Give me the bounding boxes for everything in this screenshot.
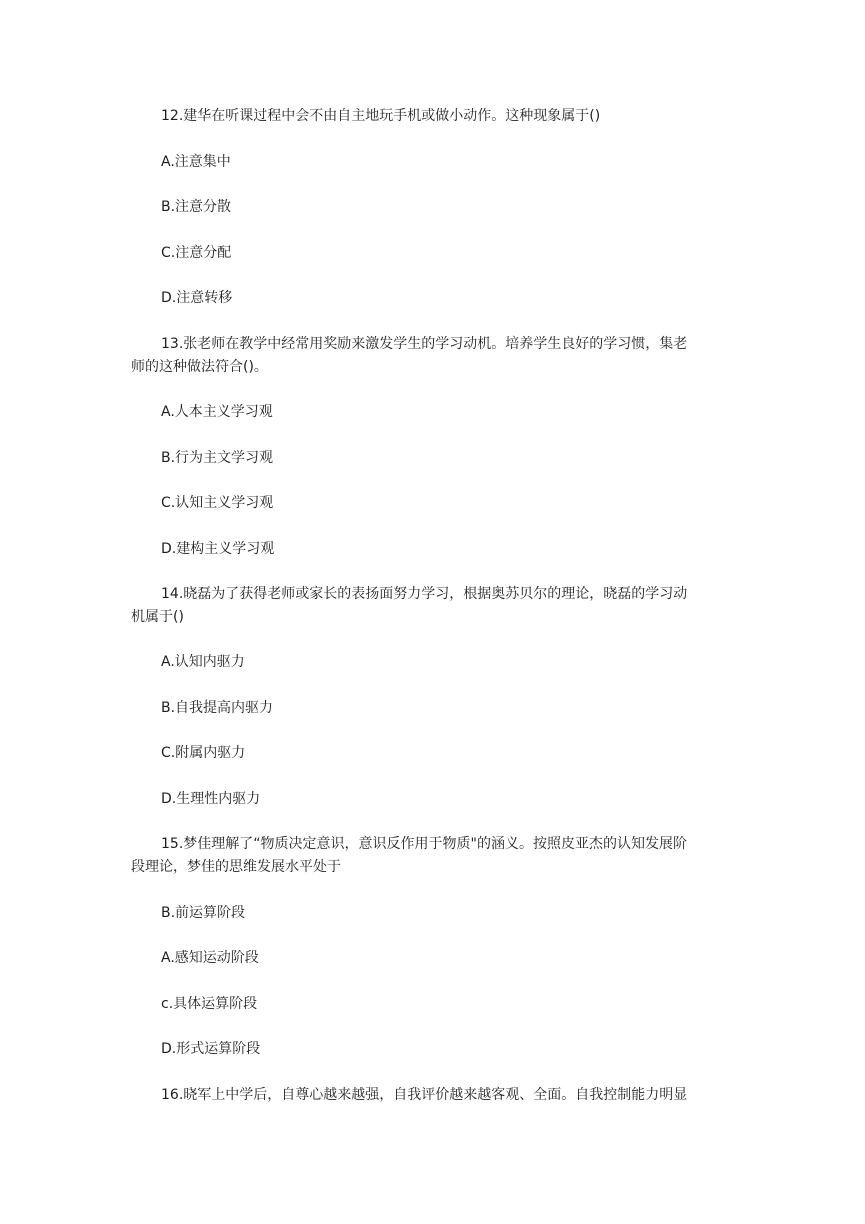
question-14-option-a: A.认知内驱力 (161, 654, 245, 670)
question-15-text-line2: 段理论，梦佳的思维发展水平处于 (131, 859, 341, 875)
question-13-text-line2: 师的这种做法符合()。 (131, 359, 268, 375)
question-13-option-b: B.行为主文学习观 (161, 450, 274, 466)
question-15-option-d: D.形式运算阶段 (161, 1041, 261, 1057)
question-14-text-line2: 机属于() (131, 609, 184, 625)
question-16-text-line1: 16.晓军上中学后，自尊心越来越强，自我评价越来越客观、全面。自我控制能力明显 (161, 1087, 688, 1103)
question-15-option-a: A.感知运动阶段 (161, 950, 259, 966)
question-12-option-d: D.注意转移 (161, 290, 233, 306)
question-15-option-b: B.前运算阶段 (161, 905, 246, 921)
question-14-option-b: B.自我提高内驱力 (161, 700, 274, 716)
question-13-text-line1: 13.张老师在教学中经常用奖励来激发学生的学习动机。培养学生良好的学习惯，集老 (161, 336, 688, 352)
question-12-text: 12.建华在听课过程中会不由自主地玩手机或做小动作。这种现象属于() (161, 108, 601, 124)
question-15-option-c: c.具体运算阶段 (161, 996, 258, 1012)
question-13-option-c: C.认知主义学习观 (161, 495, 274, 511)
question-14-text-line1: 14.晓磊为了获得老师或家长的表扬面努力学习，根据奥苏贝尔的理论，晓磊的学习动 (161, 586, 688, 602)
question-13-option-d: D.建构主义学习观 (161, 541, 275, 557)
question-12-option-a: A.注意集中 (161, 154, 231, 170)
question-14-option-d: D.生理性内驱力 (161, 791, 261, 807)
question-13-option-a: A.人本主义学习观 (161, 404, 273, 420)
question-15-text-line1: 15.梦佳理解了“物质决定意识，意识反作用于物质"的涵义。按照皮亚杰的认知发展阶 (161, 836, 687, 852)
question-12-option-b: B.注意分散 (161, 199, 232, 215)
question-14-option-c: C.附属内驱力 (161, 745, 246, 761)
question-12-option-c: C.注意分配 (161, 245, 232, 261)
